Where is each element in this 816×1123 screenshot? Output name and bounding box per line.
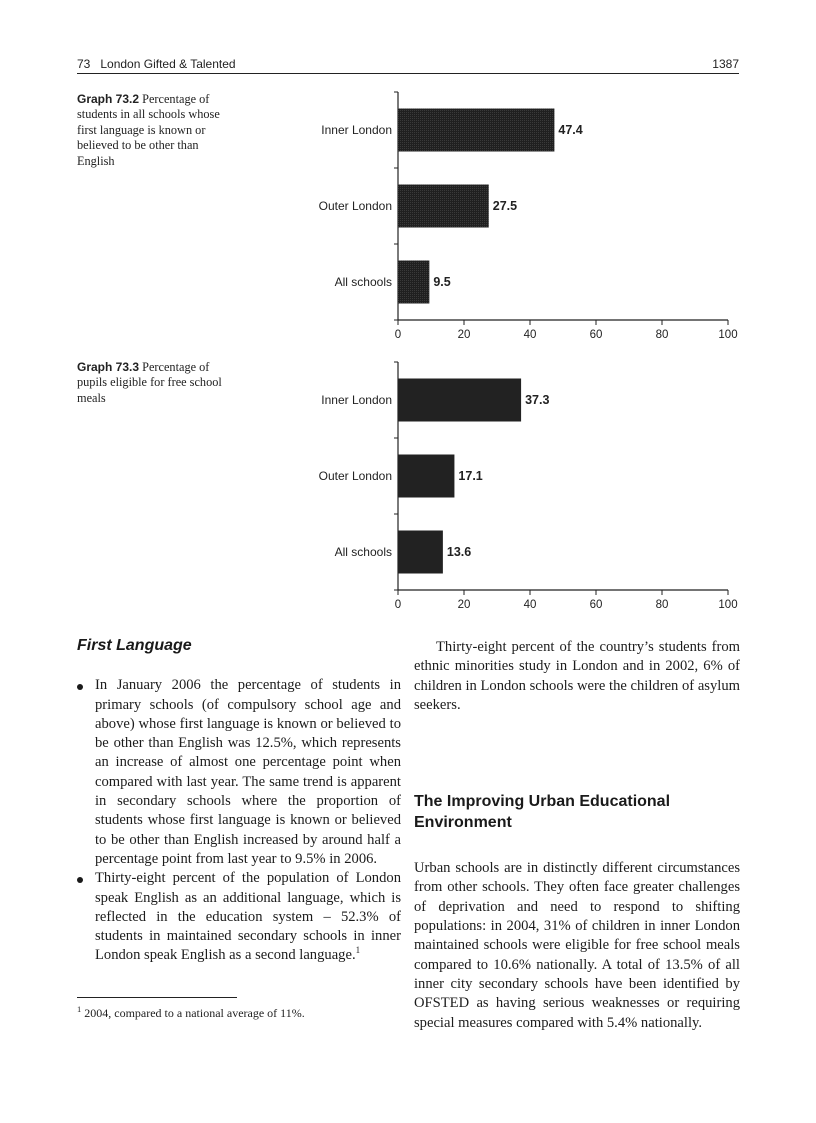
- bullet-text-2: Thirty-eight percent of the population of London speak English as an additional language, which is reflected in the education system – 52.3% of students in maintained secondary schools in inner London speak English as a second language.: [95, 870, 401, 964]
- bullet-text-1: In January 2006 the percentage of students in primary schools (of compulsory school age and above) whose first language is known or believed to be other than English was 12.5%, which represents an increase of almost one percentage point when compared with last year. The same trend is apparent in secondary schools where the proportion of students whose first language is known or believed to be other than English increased by around half a percentage point from last year to 9.5% in 2006.: [95, 677, 401, 867]
- bar-outer-london: [398, 455, 454, 498]
- graph-caption-text-1: Percentage of students in all schools whose first language is known or believed to be other than English: [77, 92, 220, 168]
- x-tick-label: 80: [655, 329, 669, 341]
- body-paragraph: Urban schools are in distinctly different circumstances from other schools. They often face greater challenges of deprivation and need to respond to shifting populations: in 2004, 31% of children in inner London maintained schools were eligible for free school meals compared to 10.6% nationally. A total of 13.5% of all inner city secondary schools have been identified by OFSTED as having serious weaknesses or requiring special measures compared with 5.4% nationally.: [414, 860, 740, 1031]
- x-tick-label: 80: [655, 599, 669, 611]
- value-label: 27.5: [492, 199, 518, 213]
- chapter-title: London Gifted & Talented: [100, 57, 236, 71]
- header-left: [77, 57, 236, 71]
- bar-inner-london: [398, 379, 521, 422]
- footnote-rule: [77, 997, 237, 998]
- running-header: [77, 56, 739, 74]
- x-tick-label: 100: [718, 329, 738, 341]
- value-label: 47.4: [558, 123, 583, 137]
- header-rule: [77, 73, 739, 74]
- footnote-mark: 1: [77, 1004, 82, 1014]
- x-tick-label: 60: [589, 329, 603, 341]
- value-label: 37.3: [525, 393, 550, 407]
- category-label: All schools: [334, 545, 392, 559]
- value-label: 9.5: [433, 275, 451, 289]
- list-item: [77, 869, 401, 965]
- category-label: All schools: [334, 275, 392, 289]
- bullet-dot-icon: [77, 877, 83, 883]
- category-label: Inner London: [321, 123, 392, 137]
- x-tick-label: 60: [589, 599, 603, 611]
- category-label: Inner London: [321, 393, 392, 407]
- footnote-text: 2004, compared to a national average of 11%.: [84, 1006, 305, 1020]
- category-label: Outer London: [318, 469, 392, 483]
- right-column: [414, 638, 740, 1033]
- list-item: [77, 676, 401, 869]
- section-heading-first-language: First Language: [77, 637, 192, 654]
- x-tick-label: 0: [394, 329, 402, 341]
- bullet-dot-icon: [77, 684, 83, 690]
- bar-all-schools: [398, 261, 429, 304]
- bar-chart-free-school-meals: [0, 356, 816, 618]
- x-tick-label: 20: [457, 329, 471, 341]
- x-tick-label: 40: [523, 329, 537, 341]
- graph-label-1: Graph 73.2: [77, 92, 140, 106]
- footnote: [77, 1006, 305, 1021]
- page-number: 1387: [712, 57, 739, 71]
- bar-all-schools: [398, 531, 443, 574]
- x-tick-label: 20: [457, 599, 471, 611]
- intro-paragraph: Thirty-eight percent of the country’s students from ethnic minorities study in London and in 2002, 6% of children in London schools were the children of asylum seekers.: [414, 639, 740, 713]
- x-tick-label: 40: [523, 599, 537, 611]
- graph-label-2: Graph 73.3: [77, 360, 140, 374]
- graph-caption-text-2: Percentage of pupils eligible for free school meals: [77, 360, 222, 405]
- value-label: 17.1: [458, 469, 483, 483]
- bar-inner-london: [398, 109, 554, 152]
- bar-outer-london: [398, 185, 489, 228]
- category-label: Outer London: [318, 199, 392, 213]
- bullet-list: [77, 676, 401, 965]
- chapter-number: 73: [77, 57, 91, 71]
- footnote-ref[interactable]: 1: [355, 945, 361, 956]
- x-tick-label: 0: [394, 599, 402, 611]
- bar-chart-first-language: [0, 86, 816, 348]
- left-column: [77, 636, 401, 966]
- x-tick-label: 100: [718, 599, 738, 611]
- section-heading-urban-environment: The Improving Urban Educational Environment: [414, 793, 671, 832]
- value-label: 13.6: [446, 545, 472, 559]
